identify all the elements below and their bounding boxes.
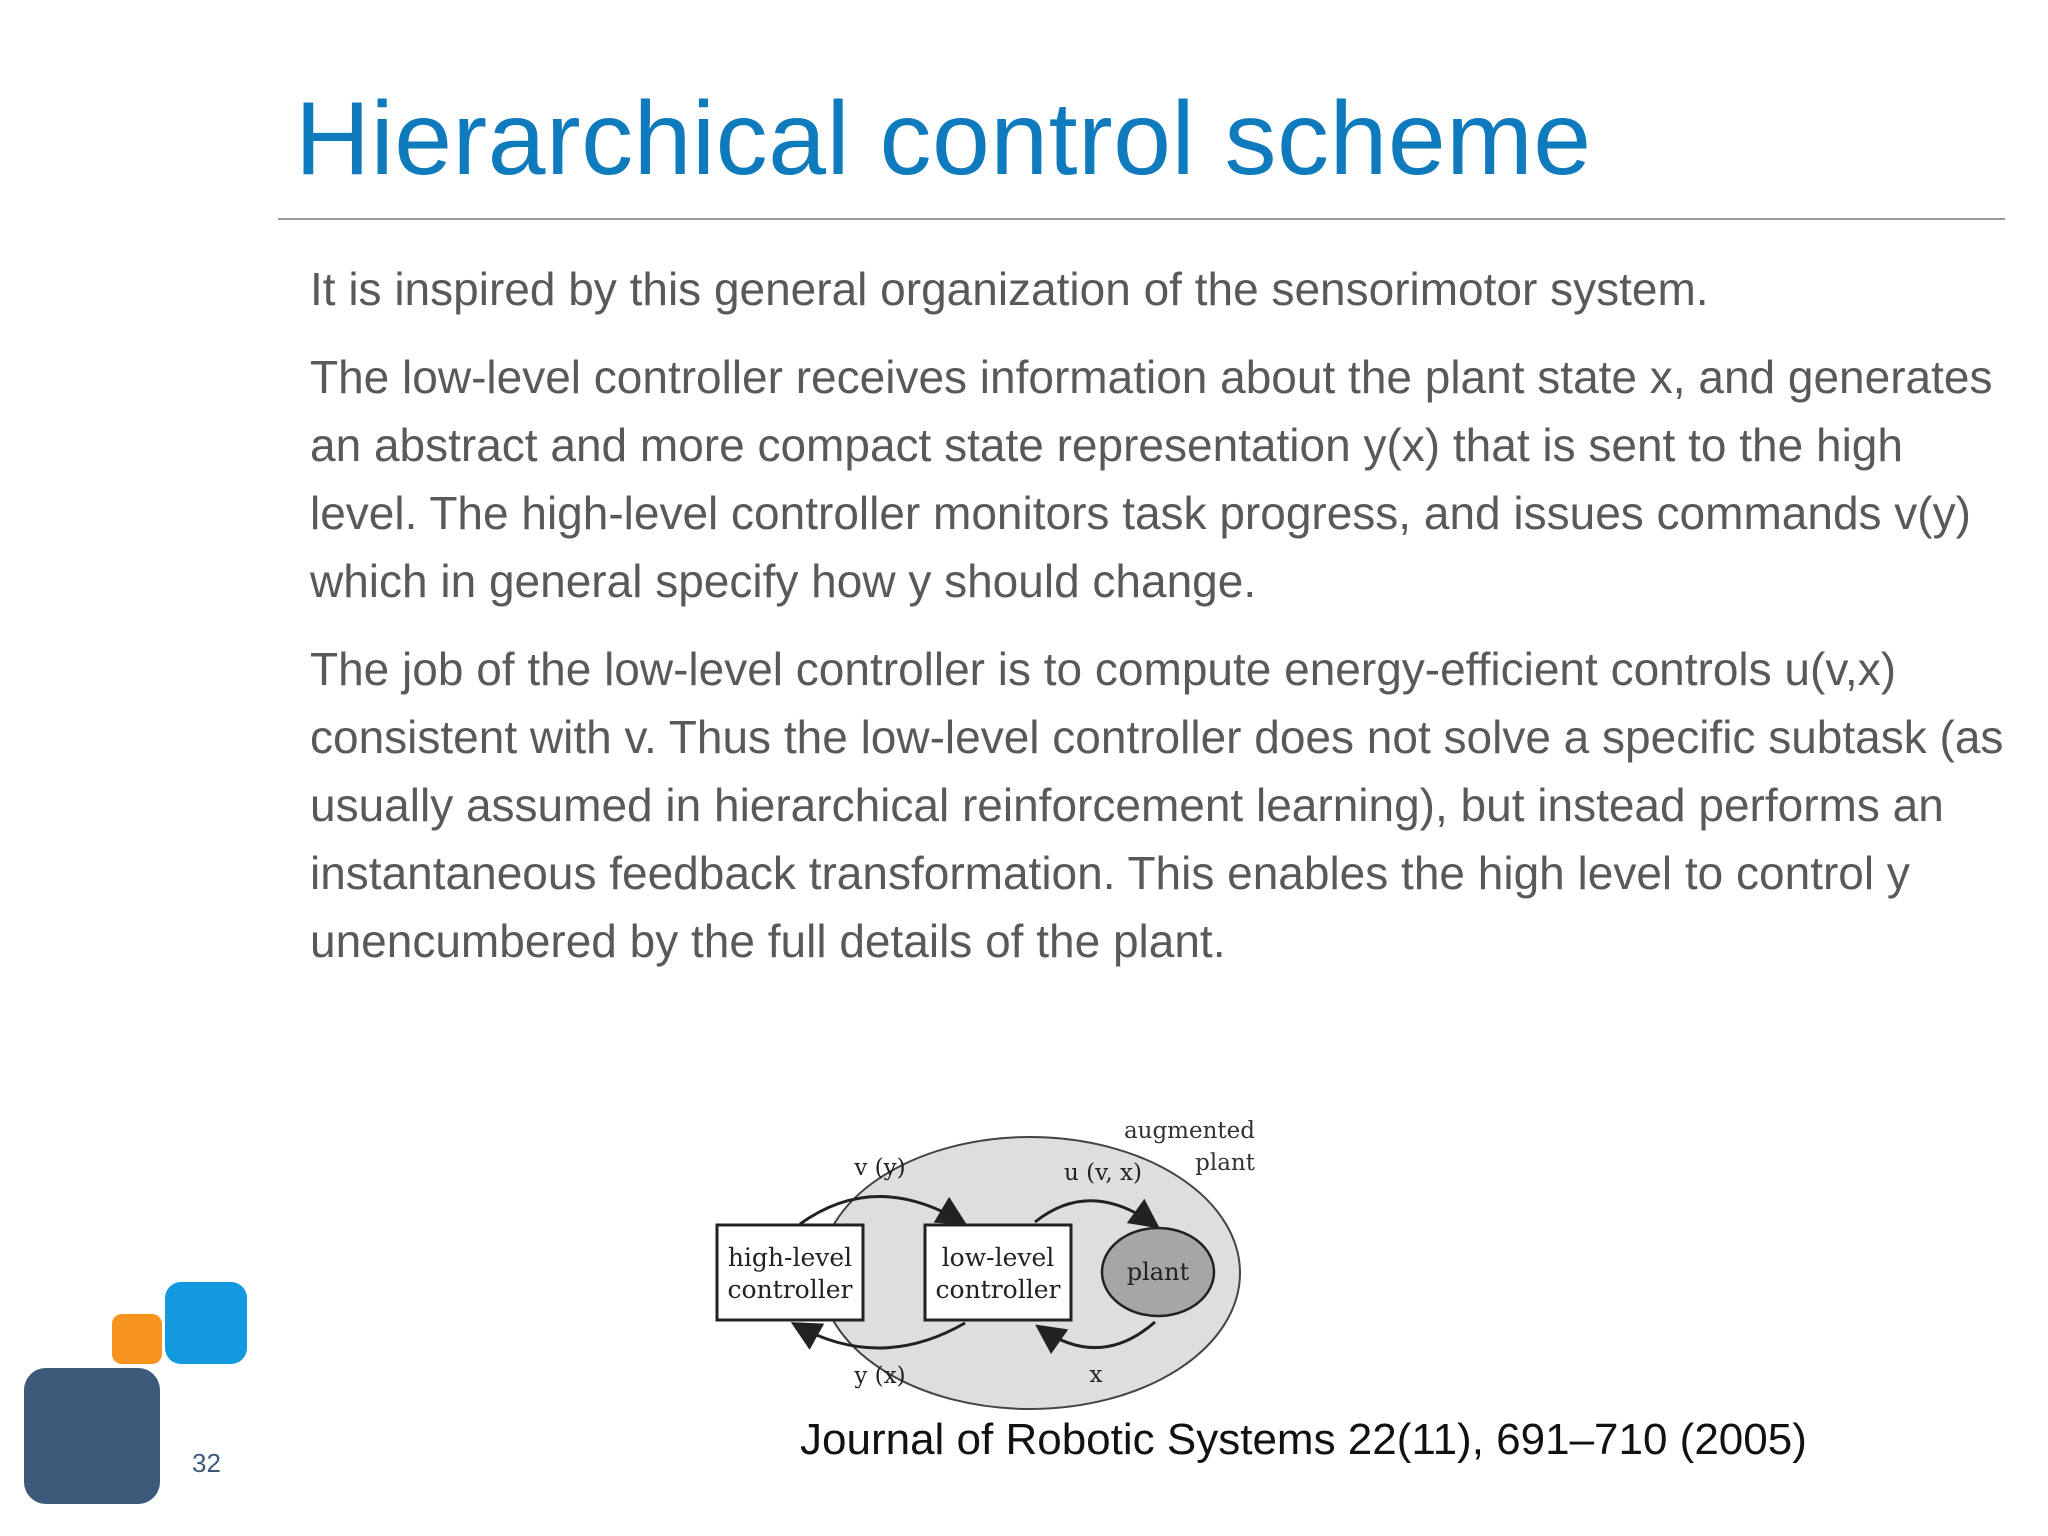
logo-dark-square xyxy=(24,1368,160,1504)
paragraph-2: The low-level controller receives information about the plant state x, and generates an abstract and more compact state representation y(x) that is sent to the high level. The high-level controller monitors task progress, and issues commands v(y) which in general specify how y should change. xyxy=(310,351,1993,607)
high-level-label-2: controller xyxy=(727,1275,853,1304)
high-level-controller-box xyxy=(717,1225,863,1320)
plant-label: plant xyxy=(1126,1258,1190,1286)
low-level-label-1: low-level xyxy=(941,1243,1055,1272)
low-level-label-2: controller xyxy=(935,1275,1061,1304)
high-level-label-1: high-level xyxy=(727,1243,853,1272)
slide-title: Hierarchical control scheme xyxy=(295,81,1592,197)
logo-blue-square xyxy=(165,1282,247,1364)
u-label: u (v, x) xyxy=(1064,1160,1142,1186)
y-label: y (x) xyxy=(854,1363,906,1389)
low-level-controller-box xyxy=(925,1225,1071,1320)
paragraph-1: It is inspired by this general organization of the sensorimotor system. xyxy=(310,263,1709,315)
slide-body xyxy=(310,255,2010,995)
augmented-label-1: augmented xyxy=(1123,1118,1255,1144)
x-label: x xyxy=(1089,1362,1103,1388)
logo-orange-square xyxy=(112,1314,162,1364)
page-number: 32 xyxy=(192,1448,221,1478)
v-label: v (y) xyxy=(854,1155,906,1181)
augmented-label-2: plant xyxy=(1195,1150,1255,1176)
citation: Journal of Robotic Systems 22(11), 691–710 (2005) xyxy=(800,1415,1807,1464)
paragraph-3: The job of the low-level controller is to compute energy-efficient controls u(v,x) consistent with v. Thus the low-level controller does not solve a specific subtask (as usually assumed in hierarchical reinforcement learning), but instead performs an instantaneous feedback transformation. This enables the high level to control y unencumbered by the full details of the plant. xyxy=(310,643,2004,967)
title-divider xyxy=(278,218,2005,220)
hierarchical-control-diagram xyxy=(700,1100,1300,1420)
